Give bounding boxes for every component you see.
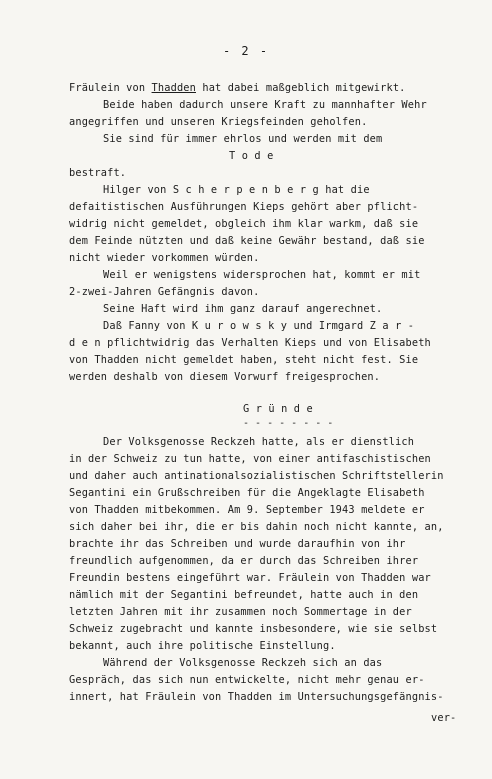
text-line: angegriffen und unseren Kriegsfeinden geholfen. xyxy=(69,116,368,128)
text-line: werden deshalb von diesem Vorwurf freigesprochen. xyxy=(69,371,381,383)
text-line: nämlich mit der Segantini befreundet, hatte auch in den xyxy=(69,589,419,601)
text-line: Weil er wenigstens widersprochen hat, kommt er mit xyxy=(103,269,421,281)
verdict-heading: T o d e xyxy=(229,150,274,162)
text-line: Der Volksgenosse Reckzeh hatte, als er dienstlich xyxy=(103,436,415,448)
text-line: Während der Volksgenosse Reckzeh sich an das xyxy=(103,657,383,669)
text-line: Fräulein von Thadden hat dabei maßgeblich mitgewirkt. xyxy=(69,82,406,94)
text-line: Freundin bestens eingeführt war. Fräulein von Thadden war xyxy=(69,572,431,584)
section-heading-gruende: G r ü n d e xyxy=(243,403,313,415)
page-number: - 2 - xyxy=(222,44,270,58)
text-line: freundlich aufgenommen, da er durch das Schreiben ihrer xyxy=(69,555,419,567)
underlined-name: Thadden xyxy=(151,82,196,94)
text-line: widrig nicht gemeldet, obgleich ihm klar warkm, daß sie xyxy=(69,218,419,230)
text-line: brachte ihr das Schreiben und wurde daraufhin von ihr xyxy=(69,538,406,550)
text-line: defaitistischen Ausführungen Kieps gehört aber pflicht- xyxy=(69,201,419,213)
text-line: sich daher bei ihr, die er bis dahin noch nicht kannte, an, xyxy=(69,521,444,533)
text-line: und daher auch antinationalsozialistischen Schriftstellerin xyxy=(69,470,444,482)
text-line: d e n pflichtwidrig das Verhalten Kieps und von Elisabeth xyxy=(69,337,431,349)
text-line: Seine Haft wird ihm ganz darauf angerechnet. xyxy=(103,303,383,315)
text-line: von Thadden nicht gemeldet haben, steht nicht fest. Sie xyxy=(69,354,419,366)
text-line: bekannt, auch ihre politische Einstellung. xyxy=(69,640,336,652)
text-line: letzten Jahren mit ihr zusammen noch Sommertage in der xyxy=(69,606,412,618)
text-line: nicht wieder vorkommen würden. xyxy=(69,252,260,264)
catchword: ver- xyxy=(431,712,457,724)
text-line: Segantini ein Grußschreiben für die Angeklagte Elisabeth xyxy=(69,487,425,499)
heading-rule: - - - - - - - - xyxy=(243,418,334,429)
text-line: bestraft. xyxy=(69,167,127,179)
text-line: in der Schweiz zu tun hatte, von einer antifaschistischen xyxy=(69,453,431,465)
text-line: Beide haben dadurch unsere Kraft zu mannhafter Wehr xyxy=(103,99,427,111)
text-line: dem Feinde nützten und daß keine Gewähr bestand, daß sie xyxy=(69,235,425,247)
text-line: innert, hat Fräulein von Thadden im Untersuchungsgefängnis- xyxy=(69,691,444,703)
text-line: Sie sind für immer ehrlos und werden mit dem xyxy=(103,133,383,145)
text-line: 2-zwei-Jahren Gefängnis davon. xyxy=(69,286,260,298)
text-line: Schweiz zugebracht und kannte insbesondere, wie sie selbst xyxy=(69,623,438,635)
text-line: von Thadden mitbekommen. Am 9. September 1943 meldete er xyxy=(69,504,425,516)
text-line: Gespräch, das sich nun entwickelte, nicht mehr genau er- xyxy=(69,674,425,686)
text-line: Daß Fanny von K u r o w s k y und Irmgard Z a r - xyxy=(103,320,415,332)
text-line: Hilger von S c h e r p e n b e r g hat die xyxy=(103,184,370,196)
